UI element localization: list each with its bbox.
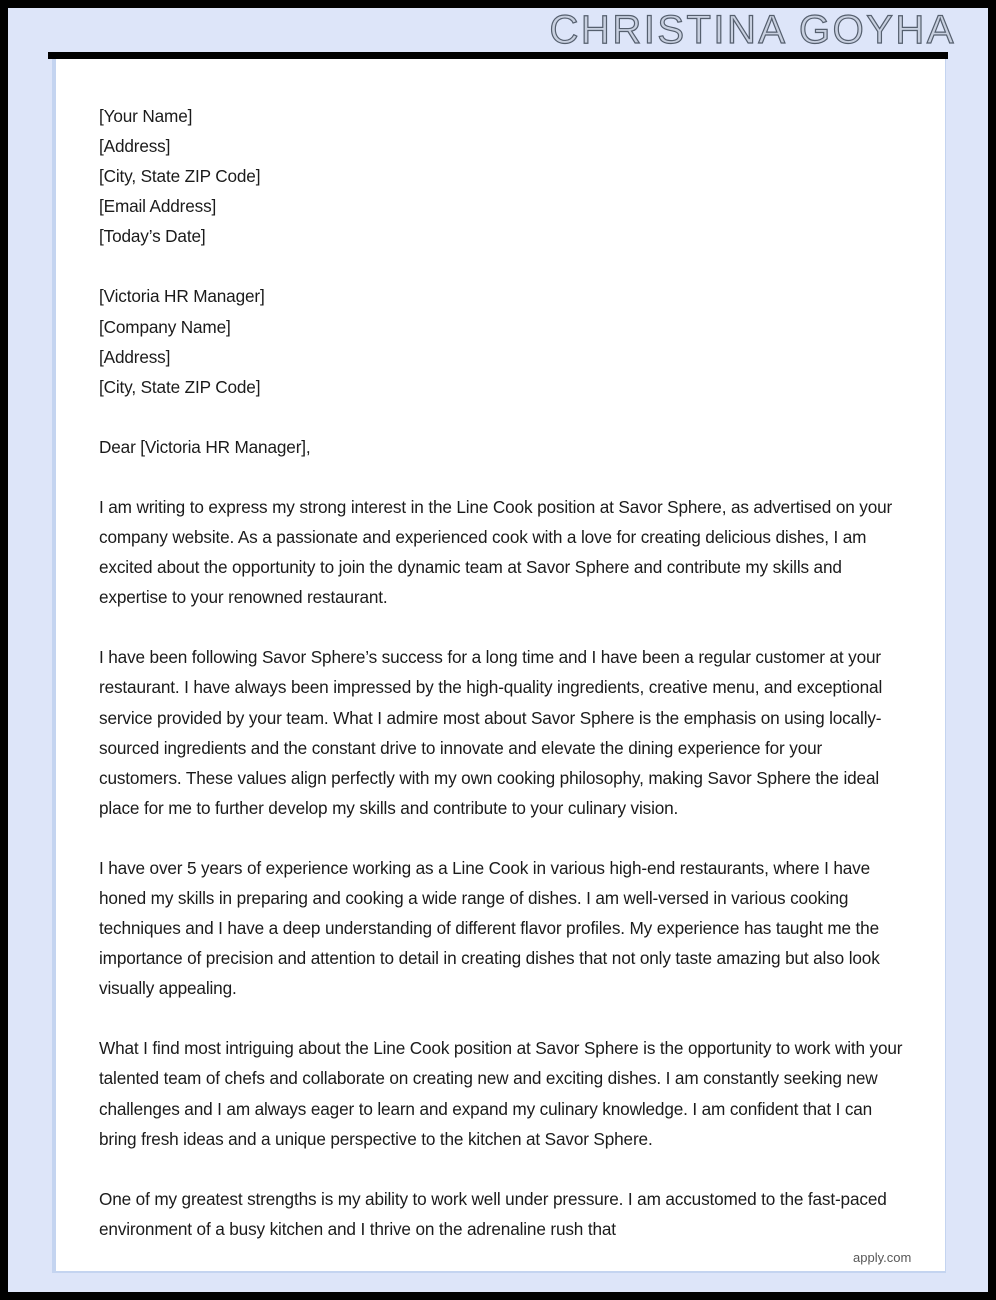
recipient-line: [City, State ZIP Code] (99, 376, 261, 397)
letterhead (8, 8, 988, 52)
body-paragraph: What I find most intriguing about the Line Cook position at Savor Sphere is the opportunity to work with your talented team of chefs and collaborate on creating new and exciting dishes. I am constantly seeking new challenges and I am always eager to learn and expand my culinary knowledge. I am confident that I can bring fresh ideas and a unique perspective to the kitchen at Savor Sphere. (99, 1038, 903, 1149)
header-divider-rule (48, 52, 948, 59)
recipient-line: [Company Name] (99, 316, 231, 337)
body-paragraph: I have over 5 years of experience working as a Line Cook in various high-end restaurants, where I have honed my skills in preparing and cooking a wide range of dishes. I am well-versed in various cooking techniques and I have a deep understanding of different flavor profiles. My experience has taught me the importance of precision and attention to detail in creating dishes that not only taste amazing but also look visually appealing. (99, 857, 880, 999)
body-paragraph: I have been following Savor Sphere’s success for a long time and I have been a regular customer at your restaurant. I have always been impressed by the high-quality ingredients, creative menu, and exceptional service provided by your team. What I admire most about Savor Sphere is the emphasis on using locally-sourced ingredients and the constant drive to innovate and elevate the dining experience for your customers. These values align perfectly with my own cooking philosophy, making Savor Sphere the ideal place for me to further develop my skills and contribute to your culinary vision. (99, 647, 883, 818)
body-paragraph: One of my greatest strengths is my ability to work well under pressure. I am accustomed to the fast-paced environment of a busy kitchen and I thrive on the adrenaline rush that (99, 1188, 887, 1239)
sender-line: [Today’s Date] (99, 226, 206, 247)
sender-line: [City, State ZIP Code] (99, 166, 261, 187)
recipient-line: [Address] (99, 346, 171, 367)
sender-address-block (99, 101, 909, 251)
sender-line: [Address] (99, 136, 171, 157)
recipient-address-block (99, 281, 909, 401)
recipient-line: [Victoria HR Manager] (99, 286, 265, 307)
letter-body (99, 101, 909, 1244)
sender-line: [Email Address] (99, 196, 217, 217)
body-paragraph: I am writing to express my strong interest in the Line Cook position at Savor Sphere, as advertised on your company website. As a passionate and experienced cook with a love for creating delicious dishes, I am excited about the opportunity to join the dynamic team at Savor Sphere and contribute my skills and expertise to your renowned restaurant. (99, 496, 893, 608)
site-watermark: apply.com (853, 1250, 912, 1265)
salutation: Dear [Victoria HR Manager], (99, 436, 311, 457)
sender-line: [Your Name] (99, 106, 193, 126)
document-background (8, 8, 988, 1292)
letterhead-name: CHRISTINA GOYHA (549, 8, 956, 52)
